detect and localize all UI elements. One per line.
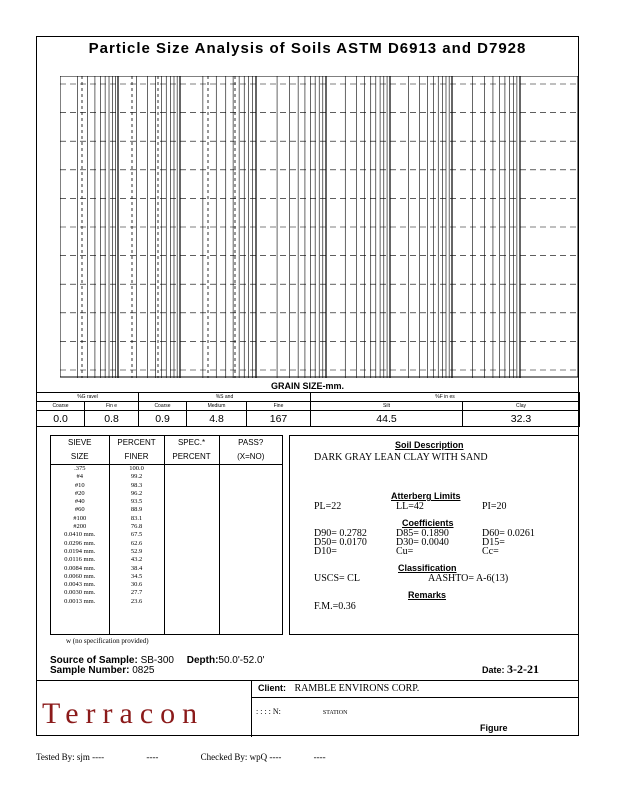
fine-sand-value: 167 — [247, 411, 311, 427]
sieve-size-cell: 0.0043 mm. — [64, 581, 96, 589]
soil-description-panel — [289, 435, 579, 635]
sieve-size-cell: 0.0030 mm. — [64, 589, 96, 597]
fines-group: %F in es — [311, 393, 580, 402]
report-date: Date: 3-2-21 — [482, 662, 540, 676]
percent-finer-cell: 83.1 — [130, 514, 143, 522]
grain-size-axis-label: GRAIN SIZE-mm. — [270, 381, 344, 391]
silt-value: 44.5 — [311, 411, 463, 427]
d85: D85= 0.1890 — [396, 528, 449, 539]
client-divider — [251, 697, 579, 698]
percent-finer-cell: 38.4 — [130, 564, 143, 572]
percent-finer-cell: 62.6 — [130, 539, 143, 547]
atterberg-heading: Atterberg Limits — [391, 491, 461, 501]
plasticity-index: PI=20 — [482, 501, 507, 512]
sieve-size-cell: #10 — [74, 481, 85, 489]
percent-finer-cell: 27.7 — [130, 589, 143, 597]
spec-percent-column — [164, 465, 219, 635]
percent-finer-header: PERCENT FINER — [109, 436, 164, 465]
classification-heading: Classification — [398, 563, 457, 573]
sieve-size-cell: 0.0296 mm. — [64, 539, 96, 547]
figure-label: Figure — [480, 723, 508, 733]
gravel-group: %G ravel — [37, 393, 139, 402]
liquid-limit: LL=42 — [396, 501, 424, 512]
percent-finer-cell: 43.2 — [130, 556, 143, 564]
sieve-size-cell: 0.0060 mm. — [64, 572, 96, 580]
sieve-size-cell: #4 — [76, 473, 83, 481]
percent-finer-cell: 88.9 — [130, 506, 143, 514]
client-line: Client: RAMBLE ENVIRONS CORP. — [258, 683, 420, 694]
sieve-size-cell: #20 — [74, 489, 85, 497]
clay-value: 32.3 — [463, 411, 580, 427]
fine-gravel-label: Fin e — [85, 402, 139, 411]
soil-description: DARK GRAY LEAN CLAY WITH SAND — [314, 452, 488, 463]
percent-finer-cell: 96.2 — [130, 489, 143, 497]
signoff-footer: Tested By: sjm ---- ---- Checked By: wpQ ---- ---- — [36, 752, 326, 762]
coarse-sand-label: Coarse — [139, 402, 187, 411]
percent-finer-cell: 23.6 — [130, 597, 143, 605]
coarse-sand-value: 0.9 — [139, 411, 187, 427]
gradation-summary — [36, 392, 579, 428]
source-of-sample: Source of Sample: SB-300 Depth:50.0'-52.0' — [50, 655, 265, 666]
percent-finer-cell: 52.9 — [130, 547, 143, 555]
project-line: : : : : N: STATION — [256, 707, 348, 716]
spec-percent-header: SPEC.* PERCENT — [164, 436, 219, 465]
sieve-size-cell: #200 — [73, 523, 87, 531]
percent-finer-cell: 67.5 — [130, 531, 143, 539]
cc: Cc= — [482, 546, 499, 557]
logo-panel — [36, 681, 252, 737]
company-logo: Terracon — [42, 697, 205, 730]
percent-finer-cell: 30.6 — [130, 581, 143, 589]
percent-finer-cell: 99.2 — [130, 473, 143, 481]
title-block — [36, 680, 579, 737]
sieve-size-cell: 0.0194 mm. — [64, 547, 96, 555]
percent-finer-cell: 100.0 — [129, 465, 144, 472]
sieve-size-cell: 0.0084 mm. — [64, 564, 96, 572]
percent-finer-cell: 76.8 — [130, 523, 143, 531]
d10: D10= — [314, 546, 337, 557]
fine-gravel-value: 0.8 — [85, 411, 139, 427]
medium-sand-label: Medium — [187, 402, 247, 411]
pass-header: PASS? (X=NO) — [219, 436, 282, 465]
silt-label: Silt — [311, 402, 463, 411]
uscs-class: USCS= CL — [314, 573, 360, 584]
sieve-size-cell: #40 — [74, 498, 85, 506]
cu: Cu= — [396, 546, 414, 557]
sieve-size-cell: #100 — [73, 514, 87, 522]
sample-number: Sample Number: 0825 — [50, 665, 155, 676]
fine-sand-label: Fine — [247, 402, 311, 411]
percent-finer-cell: 98.3 — [130, 481, 143, 489]
d50: D50= 0.0170 — [314, 537, 367, 548]
percent-finer-column — [109, 465, 164, 635]
sieve-size-cell: .375 — [74, 465, 86, 472]
pass-column — [219, 465, 282, 635]
coarse-gravel-label: Coarse — [37, 402, 85, 411]
d30: D30= 0.0040 — [396, 537, 449, 548]
d90: D90= 0.2782 — [314, 528, 367, 539]
medium-sand-value: 4.8 — [187, 411, 247, 427]
sieve-size-column — [51, 465, 109, 635]
sieve-table — [50, 435, 283, 635]
specification-note: w (no specification provided) — [66, 637, 149, 645]
gradation-plot — [60, 76, 579, 378]
aashto-class: AASHTO= A-6(13) — [428, 573, 509, 584]
sieve-size-cell: #60 — [74, 506, 85, 514]
report-title: Particle Size Analysis of Soils ASTM D6913 and D7928 — [88, 40, 527, 57]
percent-finer-cell: 93.5 — [130, 498, 143, 506]
d15: D15= — [482, 537, 505, 548]
plastic-limit: PL=22 — [314, 501, 342, 512]
fineness-modulus: F.M.=0.36 — [314, 601, 356, 612]
remarks-heading: Remarks — [408, 590, 447, 600]
d60: D60= 0.0261 — [482, 528, 535, 539]
clay-label: Clay — [463, 402, 580, 411]
sieve-size-cell: 0.0410 mm. — [64, 531, 96, 539]
sand-group: %S and — [139, 393, 311, 402]
soil-description-heading: Soil Description — [395, 440, 464, 450]
percent-finer-cell: 34.5 — [130, 572, 143, 580]
coefficients-heading: Coefficients — [402, 518, 454, 528]
coarse-gravel-value: 0.0 — [37, 411, 85, 427]
sieve-size-cell: 0.0116 mm. — [64, 556, 96, 564]
sieve-size-header: SIEVE SIZE — [51, 436, 109, 465]
sieve-size-cell: 0.0013 mm. — [64, 597, 96, 605]
